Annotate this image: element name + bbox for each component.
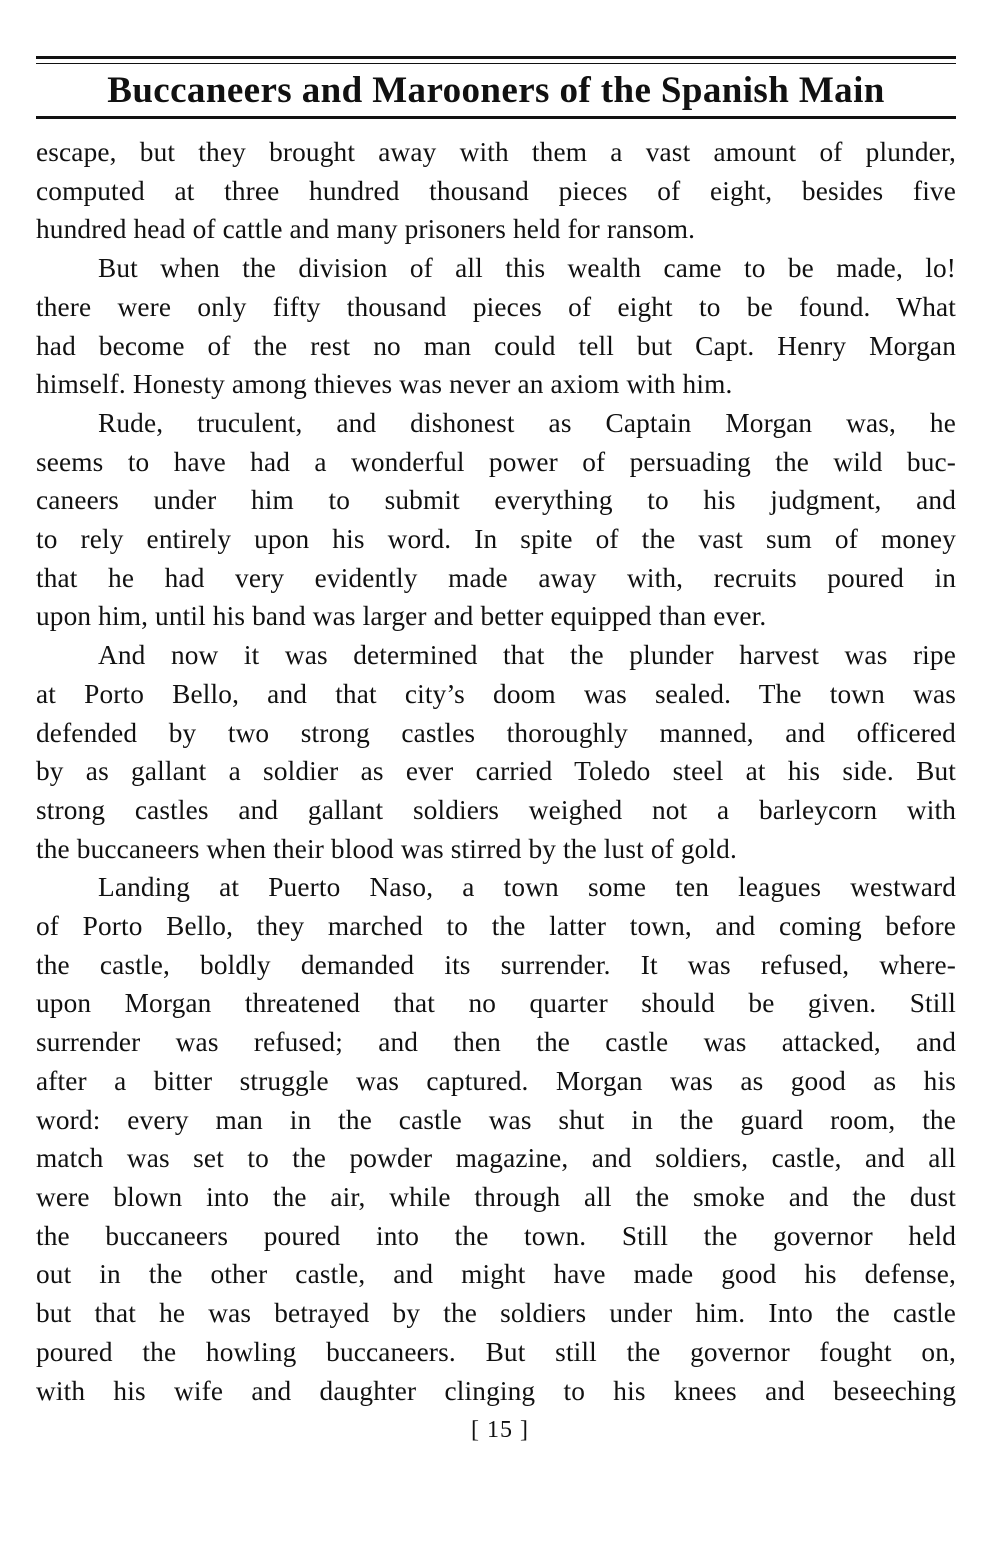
text-line: of Porto Bello, they marched to the latter town, and coming before [36,911,956,942]
header-rule-top [36,56,956,59]
text-line: at Porto Bello, and that city’s doom was sealed. The town was [36,678,956,709]
text-line: out in the other castle, and might have made good his defense, [36,1259,956,1290]
text-line: that he had very evidently made away with, recruits poured in [36,562,956,593]
text-line: but that he was betrayed by the soldiers under him. Into the castle [36,1298,956,1329]
text-line: were blown into the air, while through all the smoke and the dust [36,1181,956,1212]
body-text [36,133,956,1410]
text-line: surrender was refused; and then the castle was attacked, and [36,1027,956,1058]
text-line: poured the howling buccaneers. But still the governor fought on, [36,1336,956,1367]
text-line: had become of the rest no man could tell but Capt. Henry Morgan [36,330,956,361]
text-line: with his wife and daughter clinging to his knees and beseeching [36,1375,956,1406]
paragraph [36,868,956,1410]
text-line: by as gallant a soldier as ever carried Toledo steel at his side. But [36,756,956,787]
text-line: upon Morgan threatened that no quarter should be given. Still [36,988,956,1019]
paragraph [36,249,956,404]
text-line: And now it was determined that the plunder harvest was ripe [98,640,956,671]
text-line: defended by two strong castles thoroughly manned, and officered [36,717,956,748]
text-line: Landing at Puerto Naso, a town some ten leagues westward [98,872,956,903]
text-line: computed at three hundred thousand pieces of eight, besides five [36,175,956,206]
running-title: Buccaneers and Marooners of the Spanish Main [107,70,885,111]
text-line: escape, but they brought away with them a vast amount of plunder, [36,137,956,167]
text-line: himself. Honesty among thieves was never an axiom with him. [36,369,733,400]
text-line: the buccaneers when their blood was stirred by the lust of gold. [36,833,737,864]
text-line: seems to have had a wonderful power of persuading the wild buc- [36,446,956,477]
text-line: to rely entirely upon his word. In spite of the vast sum of money [36,524,956,555]
paragraph [36,404,956,636]
text-line: But when the division of all this wealth came to be made, lo! [98,253,956,284]
text-line: word: every man in the castle was shut in the guard room, the [36,1104,956,1135]
text-line: after a bitter struggle was captured. Morgan was as good as his [36,1065,956,1096]
text-line: match was set to the powder magazine, and soldiers, castle, and all [36,1143,956,1174]
text-line: caneers under him to submit everything to his judgment, and [36,485,956,516]
page [36,56,956,1410]
text-line: hundred head of cattle and many prisoners held for ransom. [36,214,696,245]
text-line: the castle, boldly demanded its surrender. It was refused, where- [36,949,956,980]
text-line: there were only fifty thousand pieces of eight to be found. What [36,291,956,322]
page-number: [ 15 ] [471,1417,529,1443]
text-line: upon him, until his band was larger and better equipped than ever. [36,601,767,632]
text-line: Rude, truculent, and dishonest as Captain Morgan was, he [98,407,956,438]
text-line: the buccaneers poured into the town. Still the governor held [36,1220,956,1251]
text-line: strong castles and gallant soldiers weighed not a barleycorn with [36,794,956,825]
header-rule-bottom [36,116,956,119]
paragraph [36,636,956,868]
paragraph [36,133,956,249]
